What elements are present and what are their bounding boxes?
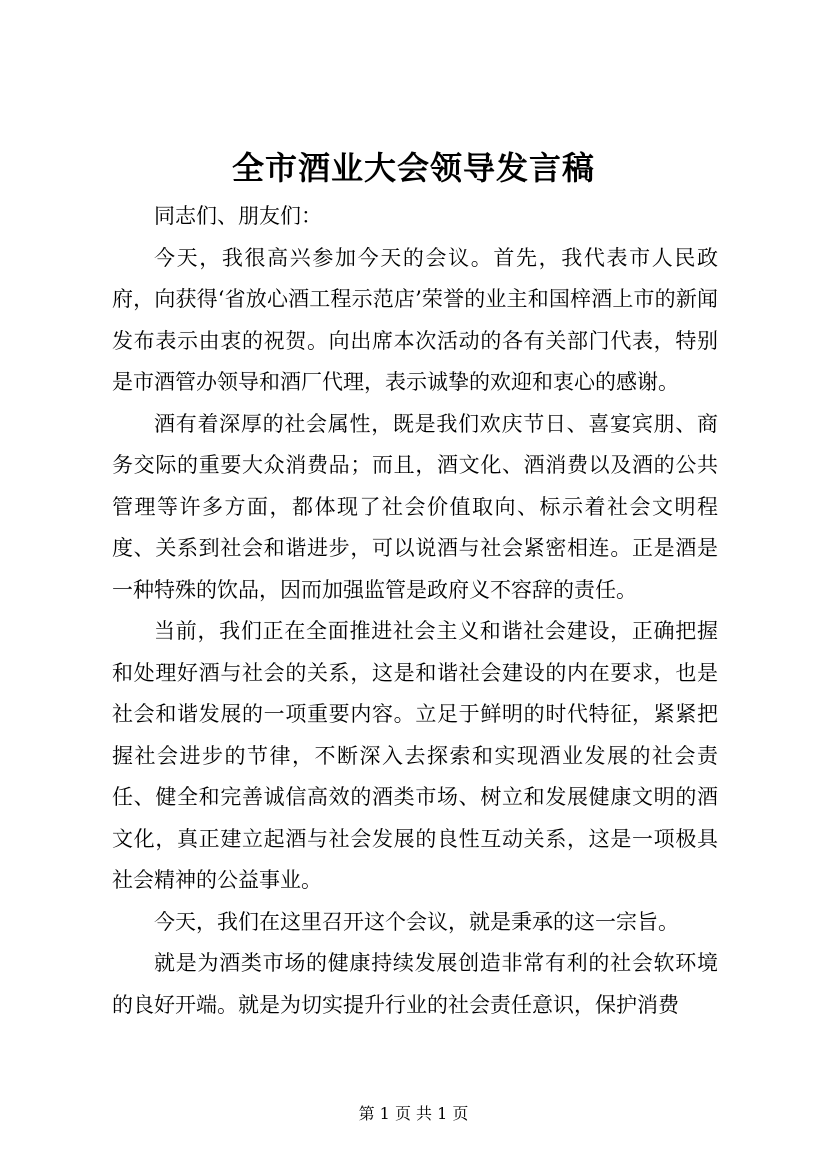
body-paragraph-3: 当前，我们正在全面推进社会主义和谐社会建设，正确把握和处理好酒与社会的关系，这是和谐社会建设的内在要求，也是社会和谐发展的一项重要内容。立足于鲜明的时代特征，紧紧把握社会进步的节律，不断深入去探索和实现酒业发展的社会责任、健全和完善诚信高效的酒类市场、树立和发展健康文明的酒文化，真正建立起酒与社会发展的良性互动关系，这是一项极具社会精神的公益事业。 — [112, 619, 718, 892]
body-paragraph-5: 就是为酒类市场的健康持续发展创造非常有利的社会软环境的良好开端。就是为切实提升行业的社会责任意识，保护消费 — [112, 951, 718, 1017]
document-title: 全市酒业大会领导发言稿 — [231, 149, 595, 187]
greeting-paragraph: 同志们、朋友们： — [154, 204, 322, 228]
body-paragraph-4: 今天，我们在这里召开这个会议，就是秉承的这一宗旨。 — [154, 909, 679, 934]
body-paragraph-2: 酒有着深厚的社会属性，既是我们欢庆节日、喜宴宾朋、商务交际的重要大众消费品；而且，酒文化、酒消费以及酒的公共管理等许多方面，都体现了社会价值取向、标示着社会文明程度、关系到社会和谐进步，可以说酒与社会紧密相连。正是酒是一种特殊的饮品，因而加强监管是政府义不容辞的责任。 — [112, 411, 718, 602]
document-body — [112, 196, 718, 1026]
body-paragraph-1: 今天，我很高兴参加今天的会议。首先，我代表市人民政府，向获得‘省放心酒工程示范店’荣誉的业主和国梓酒上市的新闻发布表示由衷的祝贺。向出席本次活动的各有关部门代表，特别是市酒管办领导和酒厂代理，表示诚挚的欢迎和衷心的感谢。 — [112, 245, 718, 394]
page-footer: 第 1 页 共 1 页 — [358, 1104, 469, 1123]
